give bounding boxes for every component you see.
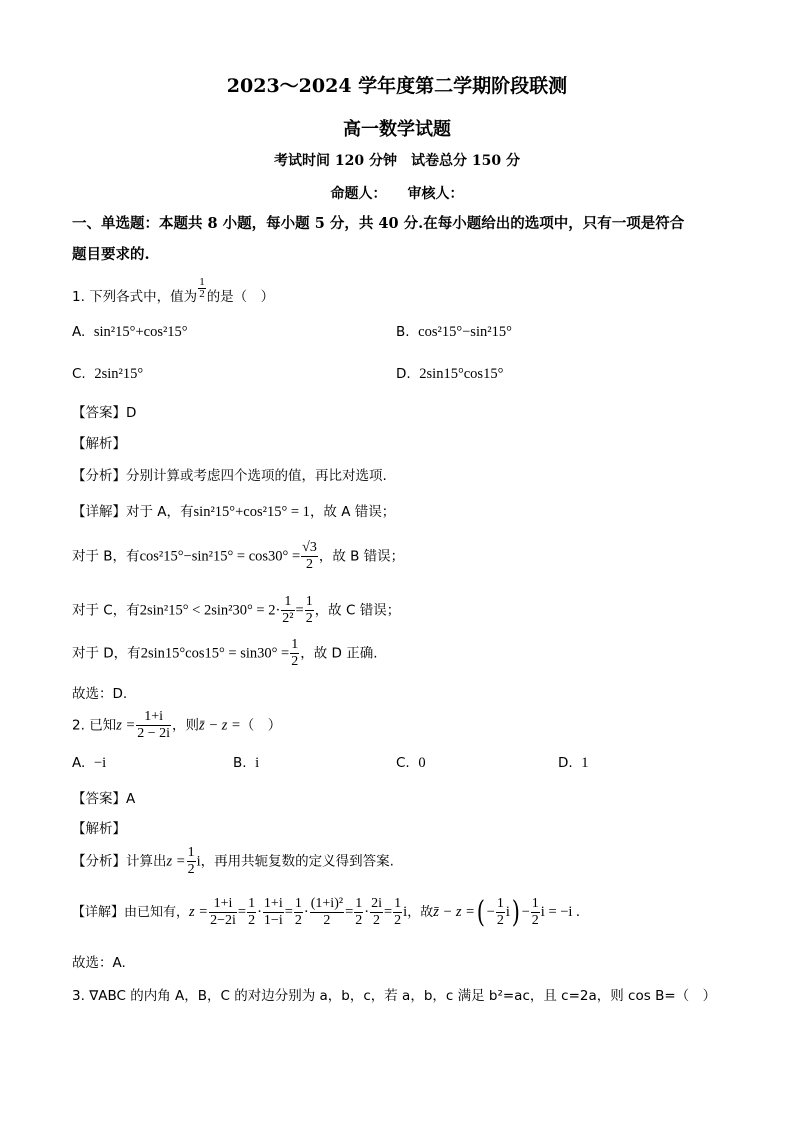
- q1-stem-pre: 下列各式中，值为: [89, 289, 198, 305]
- q1-conclusion: 故选：D.: [72, 686, 128, 702]
- q2-jiexi: 【解析】: [72, 821, 126, 837]
- q1-detail-c-fraction1: $\frac{1}{\text{2²}}$: [282, 594, 294, 626]
- q1-detail-b: 对于 B，有cos²15°−sin²15° = cos30° = $\frac{√3}{2}$ ，故 B 错误；: [72, 540, 405, 572]
- q1-number: 1.: [72, 289, 85, 305]
- q2-option-c: C. 0: [396, 755, 426, 771]
- q2-option-a: A. −i: [72, 755, 107, 771]
- q1-fenxi: 【分析】分别计算或考虑四个选项的值，再比对选项.: [72, 468, 387, 484]
- q1-detail-c: 对于 C，有2sin²15° < 2sin²30° = 2· $\frac{1}{\text{2²}}$ = $\frac{1}{2}$ ，故 C 错误；: [72, 594, 401, 626]
- section-heading-line1: 一、单选题：本题共 8 小题，每小题 5 分，共 40 分.在每小题给出的选项中，只有一项是符合: [72, 215, 685, 232]
- q1-answer: 【答案】D: [72, 405, 137, 421]
- q2-stem-fraction: $\frac{1+i}{2 - 2i}$: [137, 709, 171, 741]
- q1-option-a: A. sin²15°+cos²15°: [72, 324, 188, 340]
- q1-option-c: C. 2sin²15°: [72, 366, 144, 382]
- q3-stem: 3. ∇ABC 的内角 A，B，C 的对边分别为 a，b，c，若 a，b，c 满足 b²=ac，且 c=2a，则 cos B=（ ）: [72, 988, 717, 1004]
- q1-option-d: D. 2sin15°cos15°: [396, 366, 504, 382]
- section-heading-line2: 题目要求的.: [72, 246, 150, 263]
- q2-conclusion: 故选：A.: [72, 955, 126, 971]
- q1-jiexi: 【解析】: [72, 436, 126, 452]
- q1-stem-fraction: $\frac{1}{2}$: [199, 276, 205, 300]
- q1-detail-c-fraction2: $\frac{1}{2}$: [305, 594, 313, 626]
- subject-title: 高一数学试题: [343, 119, 451, 140]
- q1-stem: [72, 277, 274, 305]
- q2-detail: 【详解】由已知有，z = $\frac{1+i}{2-2i}$ = $\frac{1}{2}$ · $\frac{1+i}{1-i}$ = $\frac{1}{2}$ · $\frac{\text{(1+i)²}}{2}$ = $\frac{1}{2}$ · $\frac{2i}{2}$ = $\frac{1}{2}$ i，故z̄ − z =( − $\frac{1}{2}$ i) − $\frac{1}{2}$ i = −i .: [72, 894, 580, 930]
- q2-option-b: B. i: [233, 755, 260, 771]
- q1-stem-post: 的是（ ）: [206, 289, 275, 305]
- authors-line: 命题人： 审核人：: [330, 186, 464, 202]
- q1-detail-b-fraction: $\frac{√3}{2}$: [302, 540, 317, 572]
- q1-detail-d-fraction: $\frac{1}{2}$: [291, 637, 299, 669]
- q1-detail-d: 对于 D，有2sin15°cos15° = sin30° = $\frac{1}{2}$ ，故 D 正确.: [72, 637, 378, 669]
- q2-answer: 【答案】A: [72, 791, 136, 807]
- q2-option-d: D. 1: [558, 755, 589, 771]
- q1-detail-a: 【详解】对于 A，有sin²15°+cos²15° = 1，故 A 错误；: [72, 504, 396, 520]
- q2-stem: 2. 已知z = $\frac{1+i}{2 - 2i}$ ，则z̄ − z =（ ）: [72, 709, 282, 741]
- q1-option-b: B. cos²15°−sin²15°: [396, 324, 512, 340]
- q2-fenxi: 【分析】计算出z = $\frac{1}{2}$ i，再用共轭复数的定义得到答案.: [72, 845, 394, 877]
- exam-title: 2023～2024 学年度第二学期阶段联测: [226, 75, 568, 97]
- exam-info: 考试时间 120 分钟 试卷总分 150 分: [274, 153, 520, 169]
